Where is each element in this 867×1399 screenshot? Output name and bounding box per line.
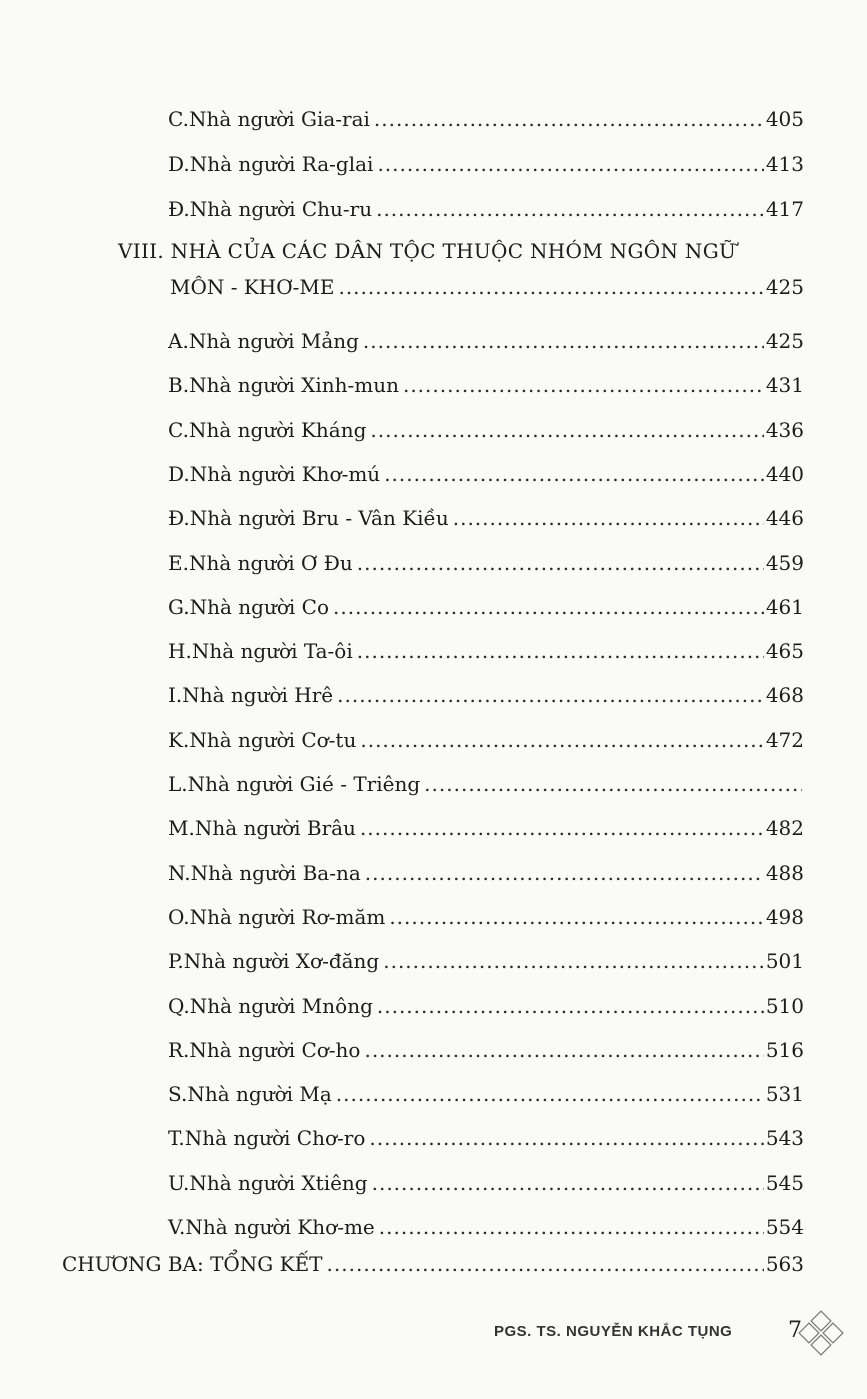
entry-letter: C. (168, 418, 189, 442)
entry-letter: G. (168, 595, 190, 619)
dot-leader (364, 1037, 763, 1063)
entry-letter: T. (168, 1126, 185, 1150)
entry-title: Nhà người Mảng (188, 329, 359, 353)
toc-entry (168, 993, 804, 1019)
section-title: VIII. NHÀ CỦA CÁC DÂN TỘC THUỘC NHÓM NGÔN NGỮ (118, 239, 737, 263)
dot-leader (365, 860, 764, 886)
entry-letter: D. (168, 462, 190, 486)
dot-leader (453, 505, 764, 531)
entry-title: Nhà người Gié - Triêng (187, 772, 421, 796)
toc-entry (168, 771, 804, 797)
toc-entry (168, 1037, 804, 1063)
dot-leader (374, 106, 764, 132)
footer-author: PGS. TS. NGUYỄN KHẮC TỤNG (494, 1323, 733, 1340)
entry-page: 459 (765, 551, 804, 575)
entry-letter: M. (168, 816, 195, 840)
entry-title: Nhà người Ra-glai (189, 152, 374, 176)
entry-title: Nhà người Chơ-ro (184, 1126, 366, 1150)
dot-leader (360, 815, 764, 841)
dot-leader (377, 993, 764, 1019)
entry-letter: H. (168, 639, 192, 663)
entry-letter: Q. (168, 994, 190, 1018)
entry-page: 417 (765, 197, 804, 221)
dot-leader (357, 638, 764, 664)
entry-letter: Đ. (168, 197, 190, 221)
entry-page: 461 (765, 595, 804, 619)
entry-page: 482 (765, 816, 804, 840)
entry-title: Nhà người Ba-na (190, 861, 361, 885)
entry-page: 431 (765, 373, 804, 397)
dot-leader (363, 328, 764, 354)
entry-title: Nhà người Cơ-ho (189, 1038, 361, 1062)
entry-letter: V. (168, 1215, 186, 1239)
toc-entry (168, 904, 804, 930)
toc-entry (168, 1125, 804, 1151)
toc-entry (168, 417, 804, 443)
entry-letter: R. (168, 1038, 190, 1062)
entry-page: 488 (765, 861, 804, 885)
entry-letter: D. (168, 152, 190, 176)
entry-title: Nhà người Gia-rai (188, 107, 370, 131)
entry-page: 436 (765, 418, 804, 442)
entry-page: 543 (765, 1126, 804, 1150)
toc-entry (168, 682, 804, 708)
entry-title: Nhà người Co (189, 595, 329, 619)
entry-title: Nhà người Brâu (194, 816, 356, 840)
toc-entry (168, 550, 804, 576)
entry-title: Nhà người Mạ (187, 1082, 332, 1106)
dot-leader (370, 417, 763, 443)
dot-leader (424, 771, 802, 797)
toc-entry (168, 594, 804, 620)
toc-entry (168, 727, 804, 753)
entry-page: 501 (765, 949, 804, 973)
chapter-title: CHƯƠNG BA: TỔNG KẾT (62, 1252, 323, 1276)
entry-letter: O. (168, 905, 190, 929)
entry-title: Nhà người Khơ-mú (189, 462, 381, 486)
entry-page: 531 (765, 1082, 804, 1106)
diamond-ornament-icon (796, 1310, 846, 1360)
dot-leader (338, 274, 763, 300)
entry-letter: C. (168, 107, 189, 131)
dot-leader (384, 461, 764, 487)
dot-leader (379, 1214, 764, 1240)
entry-title: Nhà người Cơ-tu (189, 728, 357, 752)
entry-letter: L. (168, 772, 188, 796)
dot-leader (389, 904, 763, 930)
entry-letter: N. (168, 861, 191, 885)
toc-entry-ra-glai (168, 151, 804, 177)
toc-entry (168, 815, 804, 841)
toc-entry (168, 638, 804, 664)
entry-page: 465 (765, 639, 804, 663)
toc-entry-chu-ru (168, 196, 804, 222)
entry-page: 440 (765, 462, 804, 486)
entry-letter: I. (168, 683, 183, 707)
section-page: 425 (765, 275, 804, 299)
chapter-entry (62, 1251, 804, 1277)
dot-leader (376, 196, 764, 222)
dot-leader (337, 682, 764, 708)
section-continuation: MÔN - KHƠ-ME (170, 275, 335, 299)
entry-page: 498 (765, 905, 804, 929)
dot-leader (360, 727, 763, 753)
entry-page: 468 (765, 683, 804, 707)
entry-title: Nhà người Xơ-đăng (183, 949, 380, 973)
dot-leader (377, 151, 763, 177)
toc-entry (168, 1170, 804, 1196)
toc-entry (168, 948, 804, 974)
dot-leader (336, 1081, 764, 1107)
entry-title: Nhà người Khơ-me (185, 1215, 375, 1239)
entry-title: Nhà người Bru - Vân Kiều (189, 506, 449, 530)
entry-title: Nhà người Rơ-măm (189, 905, 386, 929)
entry-page: 446 (765, 506, 804, 530)
entry-page: 472 (765, 728, 804, 752)
entry-letter: S. (168, 1082, 188, 1106)
toc-entry-gia-rai (168, 106, 804, 132)
entry-title: Nhà người Xtiêng (189, 1171, 368, 1195)
section-continuation-row (170, 274, 804, 300)
toc-entry (168, 372, 804, 398)
entry-page: 413 (765, 152, 804, 176)
toc-entry (168, 505, 804, 531)
entry-page: 510 (765, 994, 804, 1018)
dot-leader (333, 594, 764, 620)
entry-title: Nhà người Mnông (189, 994, 373, 1018)
entry-letter: U. (168, 1171, 190, 1195)
entry-letter: Đ. (168, 506, 190, 530)
entry-title: Nhà người Kháng (188, 418, 367, 442)
entry-title: Nhà người Xinh-mun (189, 373, 399, 397)
entry-letter: E. (168, 551, 189, 575)
dot-leader (327, 1251, 764, 1277)
dot-leader (372, 1170, 764, 1196)
entry-letter: B. (168, 373, 190, 397)
entry-title: Nhà người Chu-ru (189, 197, 373, 221)
toc-entry (168, 1214, 804, 1240)
entry-page: 545 (765, 1171, 804, 1195)
toc-entry (168, 860, 804, 886)
entry-letter: A. (168, 329, 189, 353)
entry-page: 554 (765, 1215, 804, 1239)
entry-page: 516 (765, 1038, 804, 1062)
entry-title: Nhà người Ta-ôi (191, 639, 353, 663)
footer-page-number: 7 (788, 1318, 802, 1343)
toc-entry (168, 461, 804, 487)
entry-title: Nhà người Ơ Đu (188, 551, 353, 575)
dot-leader (369, 1125, 763, 1151)
entry-letter: P. (168, 949, 184, 973)
entry-title: Nhà người Hrê (182, 683, 334, 707)
dot-leader (403, 372, 764, 398)
toc-entry (168, 328, 804, 354)
chapter-page: 563 (765, 1252, 804, 1276)
entry-page: 425 (765, 329, 804, 353)
dot-leader (357, 550, 764, 576)
entry-page: 405 (765, 107, 804, 131)
toc-entry (168, 1081, 804, 1107)
entry-letter: K. (168, 728, 190, 752)
dot-leader (383, 948, 764, 974)
